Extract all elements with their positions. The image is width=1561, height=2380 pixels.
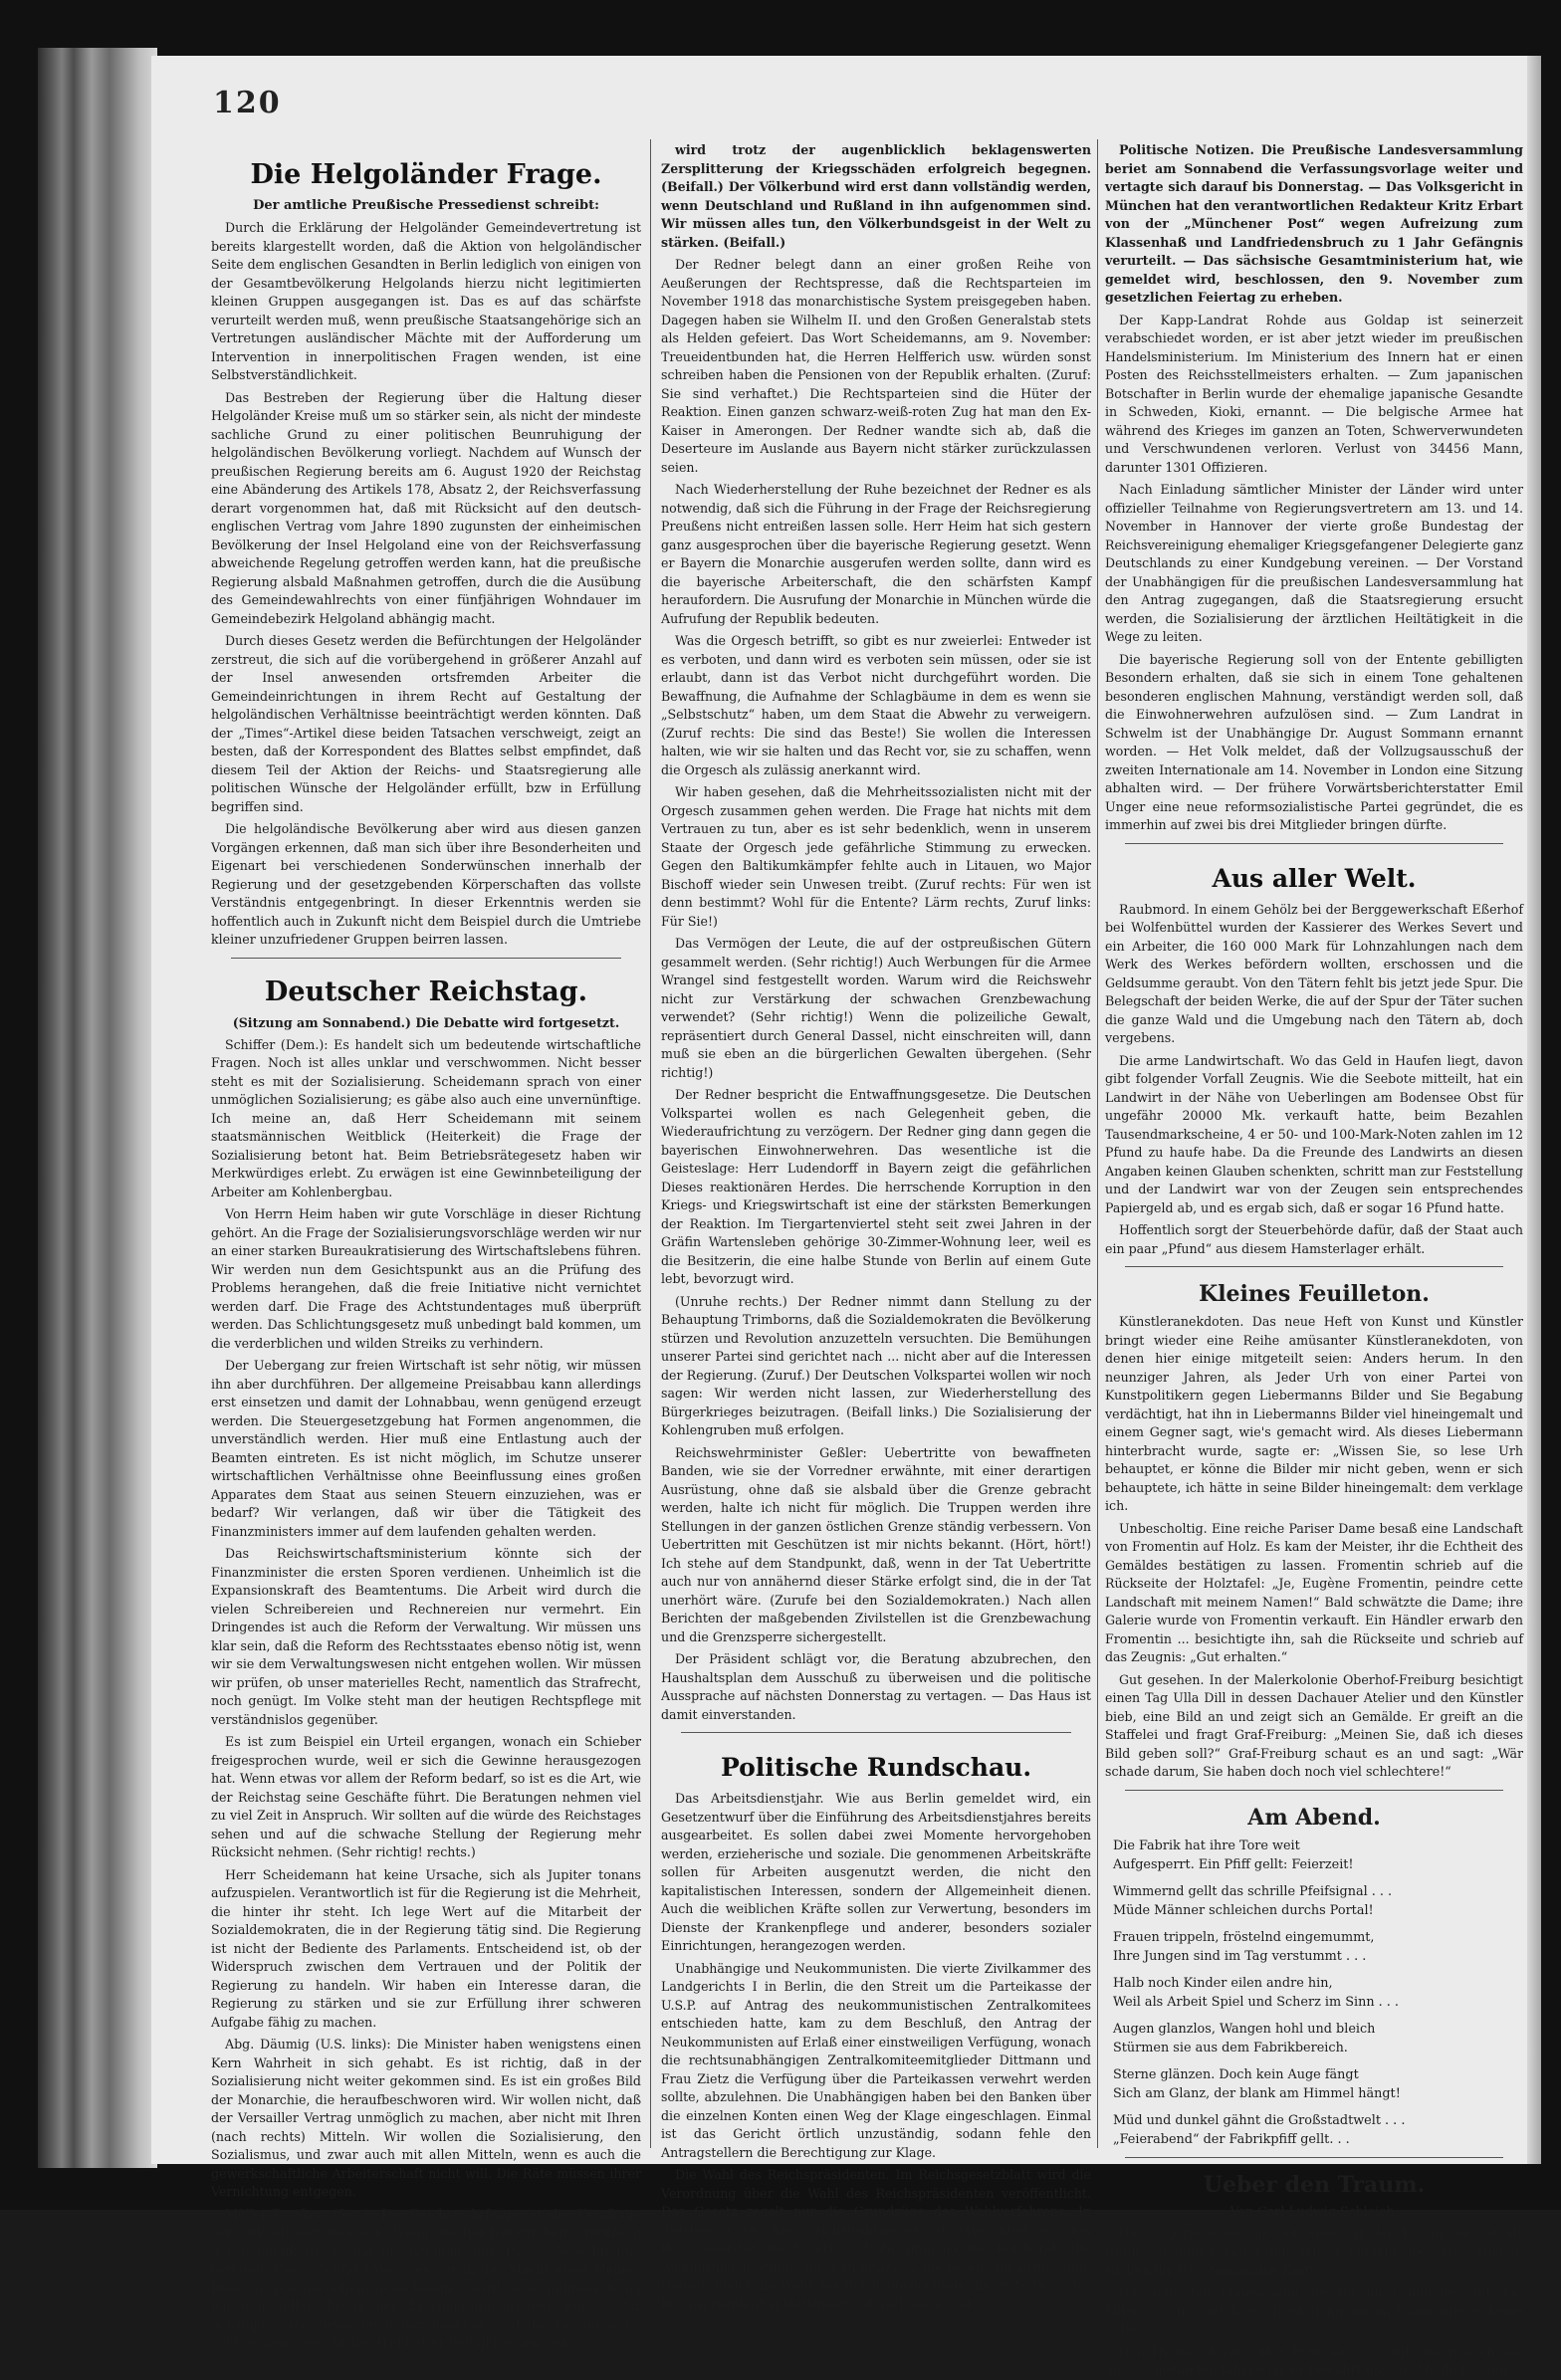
divider	[1125, 1790, 1503, 1791]
paragraph: Unbescholtig. Eine reiche Pariser Dame besaß eine Landschaft von Fromentin auf Holz. Es kam der Meister, ihr die Echtheit des Gemäldes bestätigen zu lassen. Fromentin schrieb auf die Rückseite der Holztafel: „Je, Eugène Fromentin, peindre cette Landschaft mit meinem Namen!“ Bald schwätzte die Dame; ihre Galerie wurde von Fromentin verkauft. Ein Händler erwarb den Fromentin ... besichtigte ihn, sah die Rückseite und schrieb auf das Zeugnis: „Gut erhalten.“	[1105, 1520, 1523, 1664]
page-edge	[1527, 56, 1541, 2164]
paragraph: Müller-Franken (Soz.): Die Reichswehrfrage ist die Kernfrage der Zukunft der Republik. Wenn die Reichswehr kein Werkzeug der Republik ist, so hat die Republik ihre Daseinsberechtigung verloren. (Sehr richtig!) Wenn es nur in der Macht eines kleinen Endes gegen uns gehen, wenn kommen wird, so zu nehmen, wenn ich den vollen Besitz der Erschöpfung bringen würde. Wir bekämpfen die Bewaffnung der Reaktion und die Revanche ist vollkommen aussichtslos. (Lebhafter Beifall bei den Soz.)	[211, 2206, 641, 2350]
column-2	[661, 141, 1091, 2311]
poem-stanza: Die Fabrik hat ihre Tore weit Aufgesperrt. Ein Pfiff gellt: Feierzeit!	[1113, 1838, 1354, 1872]
poem-stanza: Sterne glänzen. Doch kein Auge fängt Sich am Glanz, der blank am Himmel hängt!	[1113, 2066, 1401, 2101]
poem-stanza: Müd und dunkel gähnt die Großstadtwelt . . . „Feierabend“ der Fabrikpfiff gellt. . .	[1113, 2112, 1406, 2147]
paragraph: Die helgoländische Bevölkerung aber wird aus diesen ganzen Vorgängen erkennen, daß man sich über ihre Besonderheiten und Eigenart bei verschiedenen Sonderwünschen innerhalb der Regierung und der gesetzgebenden Körperschaften das vollste Verständnis entgegenbringt. In dieser Erkenntnis werden sie hoffentlich auch in Zukunft nicht dem Beispiel durch die Umtriebe kleiner unzufriedener Gruppen beirren lassen.	[211, 821, 641, 947]
column-rule	[1097, 139, 1098, 2148]
poem-title: Am Abend.	[1247, 1804, 1381, 1831]
paragraph: Die Wahl des Reichspräsidenten. Im Reichsgesetzblatt wird die Verordnung über die Wahl des Reichspräsidenten veröffentlicht. Das Gesetz regelt nur die Grundzüge des Wahlverfahrens. In Anlehnung an das Reichswahlgesetz ist ermächtigt es den Reichsminister des Innern, mit Zustimmung des Reichsrats die Ausführungsbestimmungen zu erlassen, die bereits im Druck sind. Danach findet die Wahl des Reichspräsidenten, die erste Wahl des Reichspräsidenten stattfindet, ist noch nicht fest.	[661, 2167, 1091, 2311]
poem-stanza: Frauen trippeln, fröstelnd eingemummt, Ihre Jungen sind im Tag verstummt . . .	[1113, 1929, 1375, 1964]
book-binding	[38, 48, 157, 2168]
paragraph: Nach Wiederherstellung der Ruhe bezeichnet der Redner es als notwendig, daß sich die Führung in der Frage der Reichsregierung Preußens nicht entreißen lassen solle. Herr Heim hat sich gestern ganz ausgesprochen über die bayerische Regierung gesetzt. Wenn er Bayern die Monarchie ausgerufen werden sollte, dann wird es die bayerische Arbeiterschaft, die den schärfsten Kampf heraufordern. Die Ausrufung der Monarchie in München würde die Aufrufung der Republik bedeuten.	[661, 482, 1091, 626]
paragraph: Es ist zum Beispiel ein Urteil ergangen, wonach ein Schieber freigesprochen wurde, weil er sich die Gewinne herausgezogen hat. Wenn etwas vor allem der Reform bedarf, so ist es die Art, wie der Reichstag seine Geschäfte führt. Die Beratungen nehmen viel zu viel Zeit in Anspruch. Wir sollten auf die würde des Reichstages sehen und auf die schwache Stellung der Regierung mehr Rücksicht nehmen. (Sehr richtig! rechts.)	[211, 1734, 641, 1859]
article-title-reichstag: Deutscher Reichstag.	[264, 975, 588, 1007]
paragraph: Das Vermögen der Leute, die auf der ostpreußischen Gütern gesammelt werden. (Sehr richtig!) Auch Werbungen für die Armee Wrangel sind festgestellt worden. Warum wird die Reichswehr nicht zur Verstärkung der schwachen Grenzbewachung verwendet? (Sehr richtig!) Wenn die polizeiliche Gewalt, repräsentiert durch General Dassel, nicht einschreiten will, dann muß sie eben an die bürgerlichen Gewalten übergehen. (Sehr richtig!)	[661, 936, 1091, 1080]
divider	[231, 958, 621, 959]
article-title-feuilleton: Kleines Feuilleton.	[1199, 1281, 1430, 1307]
paragraph: Durch dieses Gesetz werden die Befürchtungen der Helgoländer zerstreut, die sich auf die vorübergehend in größerer Anzahl auf der Insel anwesenden ortsfremden Arbeiter die Gemeindeinrichtungen in ihrem Recht auf Gestaltung der helgoländischen Verhältnisse beeinträchtigt werden könnten. Daß der „Times“-Artikel diese beiden Tatsachen verschweigt, zeigt an besten, daß der Korrespondent des Blattes selbst empfindet, daß diesem Teil der Aktion der Reichs- und Staatsregierung alle politischen Wünsche der Helgoländer erfüllt, bzw in Erfüllung begriffen sind.	[211, 633, 641, 814]
paragraph: Der Kapp-Landrat Rohde aus Goldap ist seinerzeit verabschiedet worden, er ist aber jetzt wieder im preußischen Handelsministerium. Im Ministerium des Innern hat er einen Posten des Reichsstellmeisters erhalten. — Zum japanischen Botschafter in Berlin wurde der ehemalige japanische Gesandte in Schweden, Kioki, ernannt. — Die belgische Armee hat während des Krieges im ganzen an Toten, Schwerverwundeten und Verschwundenen verloren. Verlust von 34456 Mann, darunter 1301 Offizieren.	[1105, 312, 1523, 475]
newspaper-page	[151, 56, 1541, 2377]
divider	[681, 1732, 1071, 1733]
article-title-welt: Aus aller Welt.	[1212, 863, 1417, 893]
article-title-traum: Ueber den Traum.	[1203, 2171, 1426, 2198]
paragraph: Reichswehrminister Geßler: Uebertritte von bewaffneten Banden, wie sie der Vorredner erwähnte, mit einer derartigen Ausrüstung, ohne daß sie alsbald über die Grenze gebracht werden, halte ich nicht für möglich. Die Truppen werden ihre Stellungen in der ganzen östlichen Grenze ständig verbessern. Von Uebertritten mit Geschützen ist mir nichts bekannt. (Hört, hört!) Ich stehe auf dem Standpunkt, daß, wenn in der Tat Uebertritte auch nur von annähernd dieser Stärke erfolgt sind, die in der Tat unerhört wäre. (Zurufe bei den Sozialdemokraten.) Nach allen Berichten der maßgebenden Zivilstellen ist die Grenzbewachung und die Grenzsperre sichergestellt.	[661, 1444, 1091, 1644]
paragraph: Künstleranekdoten. Das neue Heft von Kunst und Künstler bringt wieder eine Reihe amüsanter Künstleranekdoten, von denen hier einige mitgeteilt seien: Anders herum. In den neunziger Jahren, als Jeder Urh von einer Partei von Kunstpolitikern gegen Liebermanns Bilder und Sie Begabung verdächtigt, hat ihn in Liebermanns Bilder viel hineingemalt und einem Gegner sagt, wie's gemacht wird. Als dieses Liebermann hinterbracht wurde, sagte er: „Wissen Sie, so lese Urh behauptet, er könne die Bilder mir nicht geben, wenn er sich behauptete, ich hätte in seine Bilder hineingemalt: dem verklage ich.	[1105, 1314, 1523, 1513]
paragraph: wird trotz der augenblicklich beklagenswerten Zersplitterung der Kriegsschäden erfolgreich begegnen. (Beifall.) Der Völkerbund wird erst dann vollständig werden, wenn Deutschland und Rußland in ihn aufgenommen sind. Wir müssen alles tun, den Völkerbundsgeist in der Welt zu stärken. (Beifall.)	[661, 142, 1091, 250]
poem-stanza: Augen glanzlos, Wangen hohl und bleich Stürmen sie aus dem Fabrikbereich.	[1113, 2021, 1376, 2055]
divider	[1125, 1266, 1503, 1267]
paragraph: Unabhängige und Neukommunisten. Die vierte Zivilkammer des Landgerichts I in Berlin, die den Streit um die Parteikasse der U.S.P. auf Antrag des neukommunistischen Zentralkomitees entschieden hatte, kam zu dem Beschluß, den Antrag der Neukommunisten auf Erlaß einer einstweiligen Verfügung, wonach die rechtsunabhängigen Zentralkomiteemitglieder Dittmann und Frau Zietz die Verfügung über die Parteikassen verwehrt werden sollte, abzulehnen. Die Unabhängigen haben bei den Banken über die einzelnen Konten einen Weg der Klage eingeschlagen. Einmal ist das Gericht örtlich unzuständig, sodann fehle den Antragstellern die Berechtigung zur Klage.	[661, 1960, 1091, 2160]
poem-stanza: Halb noch Kinder eilen andre hin, Weil als Arbeit Spiel und Scherz im Sinn . . .	[1113, 1975, 1399, 2010]
paragraph: Gut gesehen. In der Malerkolonie Oberhof-Freiburg besichtigt einen Tag Ulla Dill in dessen Dachauer Atelier und den Künstler bieb, eine Bild an und zeigt sich an Gemälde. Er greift an die Staffelei und fragt Graf-Freiburg: „Meinen Sie, daß ich dieses Bild geben soll?“ Graf-Freiburg schaut es an und sagt: „Wär schade darum, Sie haben doch noch viel schlechtere!“	[1105, 1671, 1523, 1779]
paragraph: Die arme Landwirtschaft. Wo das Geld in Haufen liegt, davon gibt folgender Vorfall Zeugnis. Wie die Seebote mitteilt, hat ein Landwirt in der Nähe von Ueberlingen am Bodensee Obst für ungefähr 20000 Mk. verkauft hatte, beim Bezahlen Tausendmarkscheine, 4 er 50- und 100-Mark-Noten zahlen im 12 Pfund zu haufe habe. Da die Freunde des Landwirts an diesen Angaben keinen Glauben schenkten, schritt man zur Feststellung und der Landwirt war von der Zeugen sein entsprechendes Papiergeld ab, und es ergab sich, daß er sogar 16 Pfund hatte.	[1105, 1052, 1523, 1215]
paragraph: Der Präsident schlägt vor, die Beratung abzubrechen, den Haushaltsplan dem Ausschuß zu überweisen und die politische Aussprache auf nächsten Donnerstag zu vertagen. — Das Haus ist damit einverstanden.	[661, 1651, 1091, 1722]
paragraph: Herr Scheidemann hat keine Ursache, sich als Jupiter tonans aufzuspielen. Verantwortlich ist für die Regierung ist die Mehrheit, die hinter ihr steht. Ich lege Wert auf die Mitarbeit der Sozialdemokraten, die in der Regierung tätig sind. Die Regierung ist nicht der Bediente des Parlaments. Entscheidend ist, ob der Widerspruch zwischen dem Vertrauen und der Politik der Regierung zu handeln. Wir haben ein Interesse daran, die Regierung zu stärken und sie zur Erfüllung ihrer schweren Aufgabe fähig zu machen.	[211, 1866, 641, 2030]
poem-stanza: Wimmernd gellt das schrille Pfeifsignal . . . Müde Männer schleichen durchs Portal!	[1113, 1883, 1393, 1918]
divider	[1125, 2157, 1503, 2158]
paragraph: Durch die Erklärung der Helgoländer Gemeindevertretung ist bereits klargestellt worden, daß die Aktion von helgoländischer Seite dem englischen Gesandten in Berlin lediglich von einigen von der Gesamtbevölkerung Helgolands hierzu nicht legitimierten kleinen Gruppen ausgegangen ist. Das es auf das schärfste verurteilt werden muß, wenn preußische Staatsangehörige sich an Vertretungen ausländischer Mächte mit der Aufforderung um Intervention in innerpolitischen Fragen wenden, ist eine Selbstverständlichkeit.	[211, 220, 642, 382]
paragraph: Die bayerische Regierung soll von der Entente gebilligten Besondern erhalten, daß sie sich in einem Tone gehaltenen besonderen englischen Mahnung, verständigt werden soll, daß die Einwohnerwehren aufzulösen sind. — Zum Landrat in Schwelm ist der Unabhängige Dr. August Sommann ernannt worden. — Het Volk meldet, daß der Vollzugsausschuß der zweiten Internationale am 14. November in London eine Sitzung abhalten wird. — Der frühere Vorwärtsberichterstatter Emil Unger eine neue reformsozialistische Partei gegründet, die es immerhin auf zwei bis drei Mitglieder bringen dürfte.	[1105, 651, 1523, 832]
paragraph: Das Arbeitsdienstjahr. Wie aus Berlin gemeldet wird, ein Gesetzentwurf über die Einführung des Arbeitsdienstjahres bereits ausgearbeitet. Es sollen dabei zwei Momente hervorgehoben werden, erzieherische und soziale. Die genommenen Arbeitskräfte sollen für Arbeiten ausgenutzt werden, die nicht den kapitalistischen Interessen, sondern der Allgemeinheit dienen. Auch die weiblichen Kräfte sollen zur Verwertung, besonders im Dienste der Krankenpflege und anderer, besonders sozialer Einrichtungen, herangezogen werden.	[661, 1791, 1091, 1953]
paragraph: Der Redner belegt dann an einer großen Reihe von Aeußerungen der Rechtspresse, daß die Rechtsparteien im November 1918 das monarchistische System preisgegeben haben. Dagegen haben sie Wilhelm II. und den Großen Generalstab stets als Helden gefeiert. Das Wort Scheidemanns, am 9. November: Treueidentbunden hat, die Herren Helfferich usw. würden sonst schreiben haben die Pensionen von der Republik erhalten. (Zuruf: Sie sind verhaftet.) Die Rechtsparteien sind die Hüter der Reaktion. Einen ganzen schwarz-weiß-roten Zug hat man den Ex-Kaiser in Amerongen. Der Redner wandte sich ab, daß die Deserteure im Auslande aus Bayern nicht stärker zurückzulassen seien.	[661, 257, 1091, 475]
page-number: 120	[213, 86, 282, 120]
paragraph: (Unruhe rechts.) Der Redner nimmt dann Stellung zu der Behauptung Trimborns, daß die Sozialdemokraten die Bevölkerung stürzen und Revolution anzuzetteln versuchten. Die Bemühungen unserer Partei sind gerichtet nach ... nicht aber auf die Interessen der Regierung. (Zuruf.) Der Deutschen Volkspartei wollen wir noch sagen: Wir werden nicht lassen, zur Wiederherstellung des Bürgerkrieges beizutragen. (Beifall links.) Die Sozialisierung der Kohlengruben muß erfolgen.	[661, 1293, 1091, 1437]
paragraph: Wir haben gesehen, daß die Mehrheitssozialisten nicht mit der Orgesch zusammen gehen werden. Die Frage hat nichts mit dem Vertrauen zu tun, aber es ist sehr bedenklich, wenn in unserem Staate der Orgesch jede gefährliche Stimmung zu erwecken. Gegen den Baltikumkämpfer fehlte auch in Litauen, wo Major Bischoff wieder sein Unwesen treibt. (Zuruf rechts: Für wen ist denn bestimmt? Wohl für die Entente? Lärm rechts, Zuruf links: Für Sie!)	[661, 784, 1091, 929]
paragraph: Das Bestreben der Regierung über die Haltung dieser Helgoländer Kreise muß um so stärker sein, als nicht der mindeste sachliche Grund zu einer politischen Beunruhigung der helgoländischen Bevölkerung vorliegt. Nachdem auf Wunsch der preußischen Regierung bereits am 6. August 1920 der Reichstag eine Abänderung des Artikels 178, Absatz 2, der Reichsverfassung derart vorgenommen hat, daß mit Rücksicht auf den deutsch-englischen Vertrag vom Jahre 1890 zugunsten der einheimischen Bevölkerung der Insel Helgoland eine von der Reichsverfassung abweichende Regelung getroffen werden kann, hat die preußische Regierung alsbald Maßnahmen getroffen, durch die die Ausübung des Gemeindewahlrechts von einer fünfjährigen Wohndauer im Gemeindebezirk Helgoland abhängig macht.	[211, 389, 641, 626]
paragraph: Der Redner bespricht die Entwaffnungsgesetze. Die Deutschen Volkspartei wollen es nach Gelegenheit geben, die Wiederaufrichtung zu verzögern. Der Redner ging dann gegen die bayerischen Einwohnerwehren. Das wesentliche ist die Geisteslage: Herr Ludendorff in Bayern zeigt die gefährlichen Dieses reaktionären Herdes. Die herrschende Korruption in den Kriegs- und Kriegswirtschaft ist eine der stärksten Bemerkungen der Reaktion. Im Tiergartenviertel steht seit zwei Jahren in der Gräfin Wartensleben gehörige 30-Zimmer-Wohnung leer, weil es die Besitzerin, die eine halbe Stunde von Berlin auf einem Gute lebt, bevorzugt wird.	[661, 1087, 1091, 1286]
article-lead: Der amtliche Preußische Pressedienst schreibt:	[253, 198, 599, 213]
paragraph: Von Herrn Heim haben wir gute Vorschläge in dieser Richtung gehört. An die Frage der Sozialisierungsvorschläge werden wir nur an einer starken Bureaukratisierung des Wirtschaftslebens führen. Wir werden nun dem Gesichtspunkt aus an die Prüfung des Problems herangehen, daß die freie Initiative nicht vernichtet werden darf. Die Frage des Achtstundentages muß überprüft werden. Das Schlichtungsgesetz muß unbedingt bald kommen, um die verderblichen und wilden Streiks zu verhindern.	[211, 1206, 641, 1351]
article-title-helgoland: Die Helgoländer Frage.	[250, 159, 602, 190]
paragraph: Die gariezte Schwinge der Seele ist der Traum. Sie ist als wenn ein müder Falter mit seinen Flügeln über Wetterlagen, suchen ihr Nachtaufnahme Kraft.	[1105, 2225, 1523, 2277]
paragraph: Nach Einladung sämtlicher Minister der Länder wird unter offizieller Teilnahme von Regierungsvertretern am 13. und 14. November in Hannover der vierte große Bundestag der Reichsvereinigung ehemaliger Kriegsgefangener Delegierte ganz Deutschlands zu einer Kundgebung vereinen. — Der Vorstand der Unabhängigen für die preußischen Landesversammlung hat den Antrag zugegangen, daß die Staatsregierung ersucht werden, die Sozialisierung der ärztlichen Heiltätigkeit in die Wege zu leiten.	[1105, 482, 1523, 644]
session-note: (Sitzung am Sonnabend.) Die Debatte wird fortgesetzt.	[232, 1014, 620, 1030]
article-title-rundschau: Politische Rundschau.	[720, 1753, 1032, 1782]
byline: Von Carl Ludwig Schleich.	[1229, 2203, 1399, 2219]
paragraph: Das Reichswirtschaftsministerium könnte sich der Finanzminister die ersten Sporen verdienen. Unheimlich ist die Expansionskraft des Beamtentums. Die Arbeit wird durch die vielen Schreibereien und Rechnereien nur vermehrt. Ein Dringendes ist auch die Reform der Verwaltung. Wir müssen uns klar sein, daß die Reform des Rechtsstaates ebenso nötig ist, wenn wir sie dem Verwaltungswesen nicht entgehen wollen. Wir müssen wir prüfen, ob unser materielles Recht, namentlich das Strafrecht, noch genügt. Im Volke steht man der heutigen Rechtspflege mit verständnislos gegenüber.	[211, 1546, 641, 1727]
paragraph: Abg. Däumig (U.S. links): Die Minister haben wenigstens einen Kern Wahrheit in sich gehabt. Es ist richtig, daß in der Sozialisierung nicht weiter gekommen sind. Es ist ein großes Bild der Monarchie, die heraufbeschworen wird. Wir wollen nicht, daß der Versailler Vertrag unmöglich zu machen, aber nicht mit Ihren (nach rechts) Mitteln. Wir wollen die Sozialisierung, den Sozialismus, und zwar auch mit allen Mitteln, wenn es auch die gewerkschaftliche Arbeiterschaft nicht will. Die Räte müssen ihrer Vernichtung entgegen.	[211, 2037, 641, 2199]
paragraph: Hoffentlich sorgt der Steuerbehörde dafür, daß der Staat auch ein paar „Pfund“ aus diesem Hamsterlager erhält.	[1105, 1222, 1523, 1256]
paragraph: Politische Notizen. Die Preußische Landesversammlung beriet am Sonnabend die Verfassungsvorlage weiter und vertagte sich darauf bis Donnerstag. — Das Volksgericht in München hat den verantwortlichen Redakteur Kritz Erbart von der „Münchener Post“ wegen Aufreizung zum Klassenhaß und Landfriedensbruch zu 1 Jahr Gefängnis verurteilt. — Das sächsische Gesamtministerium hat, wie gemeldet wird, beschlossen, den 9. November zum gesetzlichen Feiertag zu erheben.	[1105, 142, 1523, 305]
column-3	[1105, 141, 1523, 2377]
paragraph: Die heißesten Tränen sind die, die im Traum geweint. Sie fallen auf ein schuldloses Herz, denn nur im Traum gibt es keine Schuld.	[1105, 2284, 1523, 2336]
paragraph: Schiffer (Dem.): Es handelt sich um bedeutende wirtschaftliche Fragen. Noch ist alles unklar und verschwommen. Nicht besser steht es mit der Sozialisierung. Scheidemann sprach von einer unmöglichen Sozialisierung; es gäbe also auch eine unvernünftige. Ich meine an, daß Herr Scheidemann mit seinem staatsmännischen Weitblick (Heiterkeit) die Frage der Sozialisierung betont hat. Beim Betriebsrätegesetz haben wir Merkwürdiges erlebt. Zu erwägen ist eine Gewinnbeteiligung der Arbeiter am Kohlenbergbau.	[211, 1036, 641, 1199]
paragraph: Raubmord. In einem Gehölz bei der Berggewerkschaft Eßerhof bei Wolfenbüttel wurden der Kassierer des Werkes Severt und ein Arbeiter, die 160 000 Mark für Lohnzahlungen nach dem Werk des Werkes befördern wollten, erschossen und die Geldsumme geraubt. Von den Tätern fehlt bis jetzt jede Spur. Die Belegschaft der beiden Werke, die auf der Spur der Täter suchen die ganze Wald und die Umgebung nach den Tätern ab, doch vergebens.	[1105, 901, 1523, 1045]
paragraph: Was die Orgesch betrifft, so gibt es nur zweierlei: Entweder ist es verboten, und dann wird es verboten sein müssen, oder sie ist erlaubt, dann ist das Verbot nicht durchgeführt worden. Die Bewaffnung, die Aufnahme der Schlagbäume in dem es wenn sie „Selbstschutz“ haben, um dem Staat die Abwehr zu verweigern. (Zuruf rechts: Die sind das Beste!) Sie wollen die Interessen halten, wie wir sie halten und das Recht vor, sie zu schaffen, wenn die Orgesch als zulässig anerkannt wird.	[661, 633, 1091, 777]
column-1	[211, 141, 642, 2350]
paragraph: Der Uebergang zur freien Wirtschaft ist sehr nötig, wir müssen ihn aber durchführen. Der allgemeine Preisabbau kann allerdings erst einsetzen und damit der Lohnabbau, wenn genügend erzeugt werden. Die Steuergesetzgebung hat Formen angenommen, die unverständlich werden. Hier muß eine Entlastung auch der Beamten eintreten. Es ist nicht möglich, im Schutze unserer wirtschaftlichen Verhältnisse ohne Beeinflussung eines großen Apparates dem Staat aus seinen Steuern einzuziehen, was er bedarf? Wir verlangen, daß wir über die Tätigkeit des Finanzministers immer auf dem laufenden gehalten werden.	[211, 1358, 641, 1539]
paragraph: Der Traum ist ein guter Erzieher: er zeigt uns wessen wir unter Umständen fähig sind, er bewahrt uns vor Möglichkeiten.	[1105, 2343, 1523, 2377]
column-rule	[650, 139, 651, 2148]
divider	[1125, 843, 1503, 844]
